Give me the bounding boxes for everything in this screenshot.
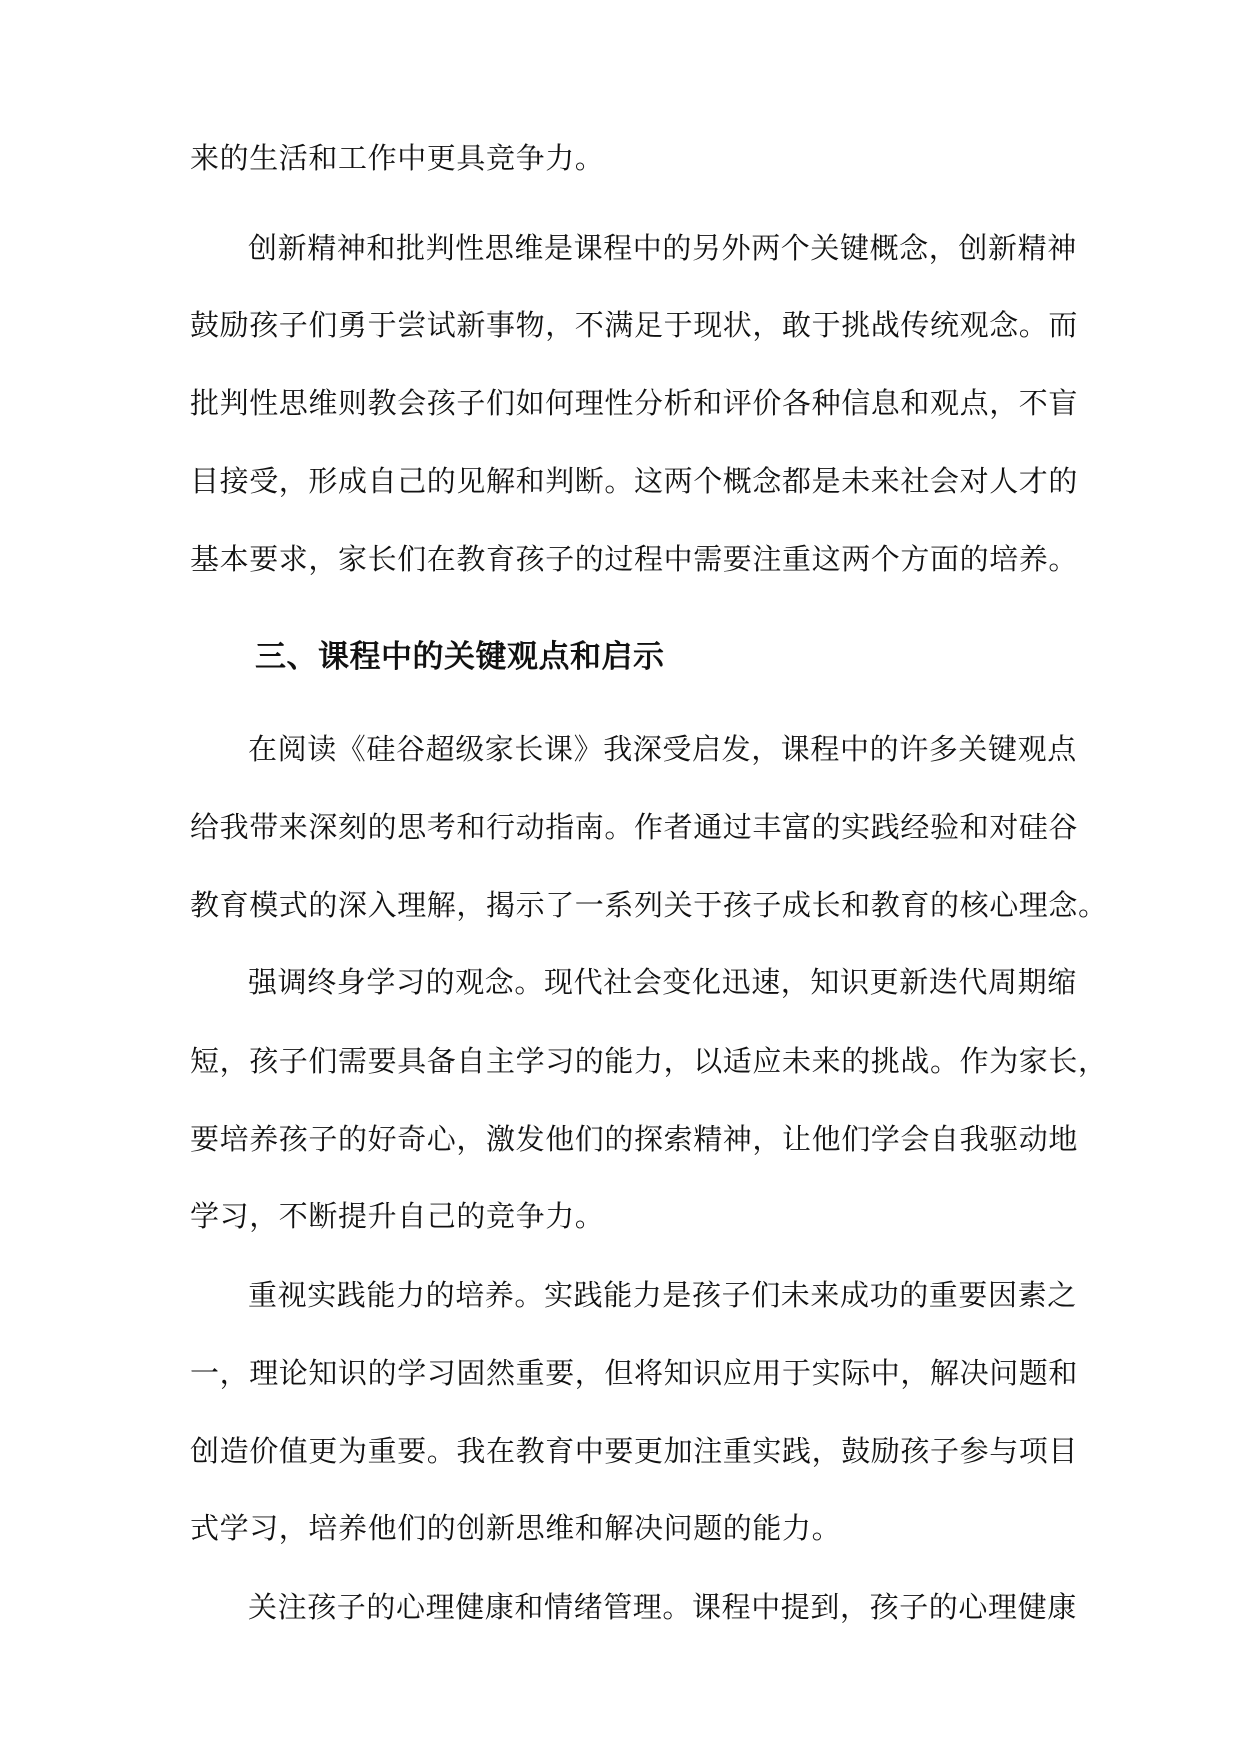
section-heading: 三、课程中的关键观点和启示 <box>255 639 665 675</box>
paragraph-line: 强调终身学习的观念。现代社会变化迅速，知识更新迭代周期缩 <box>248 965 1077 999</box>
paragraph-line: 创新精神和批判性思维是课程中的另外两个关键概念，创新精神 <box>248 231 1077 265</box>
paragraph-line: 学习，不断提升自己的竞争力。 <box>190 1199 605 1233</box>
paragraph-line: 来的生活和工作中更具竞争力。 <box>190 141 605 175</box>
paragraph-line: 目接受，形成自己的见解和判断。这两个概念都是未来社会对人才的 <box>190 464 1079 498</box>
paragraph-line: 一，理论知识的学习固然重要，但将知识应用于实际中，解决问题和 <box>190 1356 1079 1390</box>
paragraph-line: 教育模式的深入理解，揭示了一系列关于孩子成长和教育的核心理念。 <box>190 888 1108 922</box>
paragraph-line: 关注孩子的心理健康和情绪管理。课程中提到，孩子的心理健康 <box>248 1590 1077 1624</box>
paragraph-line: 鼓励孩子们勇于尝试新事物，不满足于现状，敢于挑战传统观念。而 <box>190 308 1079 342</box>
paragraph-line: 创造价值更为重要。我在教育中要更加注重实践，鼓励孩子参与项目 <box>190 1434 1079 1468</box>
paragraph-line: 式学习，培养他们的创新思维和解决问题的能力。 <box>190 1511 842 1545</box>
paragraph-line: 在阅读《硅谷超级家长课》我深受启发，课程中的许多关键观点 <box>248 732 1077 766</box>
paragraph-line: 给我带来深刻的思考和行动指南。作者通过丰富的实践经验和对硅谷 <box>190 810 1079 844</box>
paragraph-line: 基本要求，家长们在教育孩子的过程中需要注重这两个方面的培养。 <box>190 542 1079 576</box>
paragraph-line: 要培养孩子的好奇心，激发他们的探索精神，让他们学会自我驱动地 <box>190 1122 1079 1156</box>
paragraph-line: 批判性思维则教会孩子们如何理性分析和评价各种信息和观点，不盲 <box>190 386 1079 420</box>
paragraph-line: 短，孩子们需要具备自主学习的能力，以适应未来的挑战。作为家长， <box>190 1044 1108 1078</box>
paragraph-line: 重视实践能力的培养。实践能力是孩子们未来成功的重要因素之 <box>248 1278 1077 1312</box>
